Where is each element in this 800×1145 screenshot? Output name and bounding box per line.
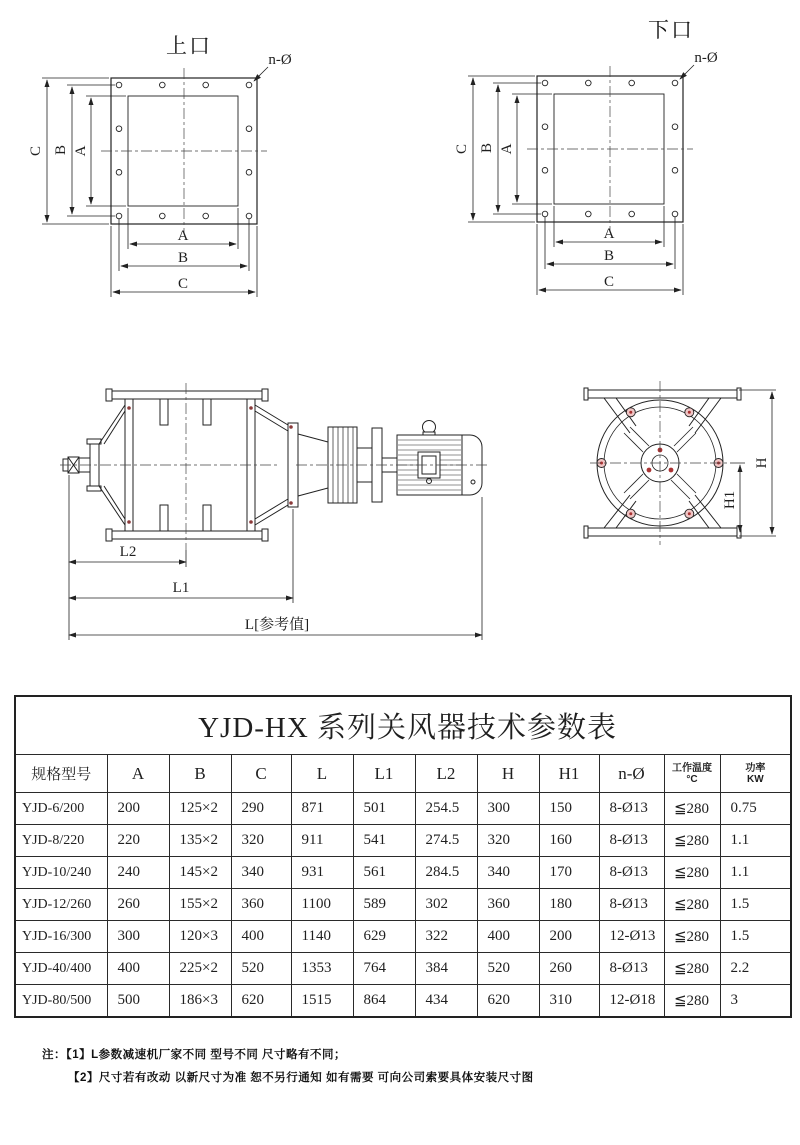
cell: 310 [539, 985, 599, 1018]
cell: 340 [477, 857, 539, 889]
cell: 501 [353, 793, 415, 825]
dim-label-h1: H1 [722, 490, 738, 510]
cell: YJD-16/300 [15, 921, 107, 953]
cell: 220 [107, 825, 169, 857]
cell: 284.5 [415, 857, 477, 889]
cell: 320 [231, 825, 291, 857]
cell: 620 [477, 985, 539, 1018]
cell: 186×3 [169, 985, 231, 1018]
cell: 911 [291, 825, 353, 857]
table-row [15, 857, 791, 889]
cell: 360 [231, 889, 291, 921]
spec-table [14, 695, 792, 1018]
cell: 225×2 [169, 953, 231, 985]
column-header-h: H [477, 755, 539, 793]
cell: 520 [231, 953, 291, 985]
cell: 320 [477, 825, 539, 857]
cell: 864 [353, 985, 415, 1018]
cell: 12-Ø18 [599, 985, 664, 1018]
dim-label-l: L[参考值] [244, 617, 310, 633]
table-row [15, 921, 791, 953]
cell: 300 [477, 793, 539, 825]
column-header-bolts: n-Ø [599, 755, 664, 793]
bottom-port-flange-drawing [440, 18, 750, 318]
top-port-flange-drawing [14, 20, 324, 320]
cell: 340 [231, 857, 291, 889]
dim-label-l1: L1 [172, 580, 190, 596]
dim-label-h: H [754, 457, 770, 469]
cell: 8-Ø13 [599, 953, 664, 985]
side-view-drawing [40, 378, 500, 663]
cell: 0.75 [720, 793, 791, 825]
column-header-h1: H1 [539, 755, 599, 793]
cell: 300 [107, 921, 169, 953]
top-port-title: 上口 [166, 34, 212, 58]
column-header-l: L [291, 755, 353, 793]
cell: 1353 [291, 953, 353, 985]
bottom-port-title: 下口 [648, 18, 694, 42]
cell: 302 [415, 889, 477, 921]
dim-label-l2: L2 [119, 544, 137, 560]
cell: 150 [539, 793, 599, 825]
cell: 360 [477, 889, 539, 921]
cell: 1.1 [720, 825, 791, 857]
cell: 160 [539, 825, 599, 857]
cell: ≦280 [664, 857, 720, 889]
cell: 384 [415, 953, 477, 985]
cell: 589 [353, 889, 415, 921]
column-header-power: 功率 KW [720, 755, 791, 793]
cell: ≦280 [664, 793, 720, 825]
end-view-drawing [570, 373, 785, 573]
cell: 764 [353, 953, 415, 985]
table-row [15, 889, 791, 921]
cell: 931 [291, 857, 353, 889]
column-header-temp: 工作温度 °C [664, 755, 720, 793]
table-title: YJD-HX 系列关风器技术参数表 [15, 696, 791, 755]
cell: 1.5 [720, 921, 791, 953]
cell: 1140 [291, 921, 353, 953]
cell: ≦280 [664, 985, 720, 1018]
cell: ≦280 [664, 953, 720, 985]
cell: 260 [107, 889, 169, 921]
cell: 145×2 [169, 857, 231, 889]
cell: 1100 [291, 889, 353, 921]
cell: 260 [539, 953, 599, 985]
cell: YJD-12/260 [15, 889, 107, 921]
cell: 254.5 [415, 793, 477, 825]
cell: 520 [477, 953, 539, 985]
cell: 400 [231, 921, 291, 953]
cell: 274.5 [415, 825, 477, 857]
cell: 240 [107, 857, 169, 889]
cell: 500 [107, 985, 169, 1018]
cell: ≦280 [664, 921, 720, 953]
cell: 629 [353, 921, 415, 953]
cell: 322 [415, 921, 477, 953]
cell: 155×2 [169, 889, 231, 921]
cell: YJD-80/500 [15, 985, 107, 1018]
cell: 8-Ø13 [599, 857, 664, 889]
cell: 135×2 [169, 825, 231, 857]
column-header-b: B [169, 755, 231, 793]
note-line-2: 【2】尺寸若有改动 以新尺寸为准 恕不另行通知 如有需要 可向公司索要具体安装尺寸图 [68, 1072, 534, 1084]
cell: 120×3 [169, 921, 231, 953]
table-row [15, 953, 791, 985]
table-title-row [15, 696, 791, 755]
column-header-model: 规格型号 [15, 755, 107, 793]
cell: YJD-8/220 [15, 825, 107, 857]
cell: 561 [353, 857, 415, 889]
table-row [15, 793, 791, 825]
cell: 1.5 [720, 889, 791, 921]
cell: 1515 [291, 985, 353, 1018]
column-header-l1: L1 [353, 755, 415, 793]
cell: YJD-10/240 [15, 857, 107, 889]
cell: 125×2 [169, 793, 231, 825]
cell: 290 [231, 793, 291, 825]
table-row [15, 825, 791, 857]
cell: 170 [539, 857, 599, 889]
column-header-c: C [231, 755, 291, 793]
cell: 620 [231, 985, 291, 1018]
cell: 200 [539, 921, 599, 953]
cell: 871 [291, 793, 353, 825]
cell: 200 [107, 793, 169, 825]
cell: YJD-6/200 [15, 793, 107, 825]
column-header-l2: L2 [415, 755, 477, 793]
table-row [15, 985, 791, 1018]
cell: 12-Ø13 [599, 921, 664, 953]
cell: 1.1 [720, 857, 791, 889]
cell: 180 [539, 889, 599, 921]
column-header-a: A [107, 755, 169, 793]
cell: 541 [353, 825, 415, 857]
table-body [15, 793, 791, 1018]
cell: YJD-40/400 [15, 953, 107, 985]
cell: 8-Ø13 [599, 889, 664, 921]
table-header-row [15, 755, 791, 793]
cell: ≦280 [664, 825, 720, 857]
cell: 3 [720, 985, 791, 1018]
cell: 2.2 [720, 953, 791, 985]
cell: 8-Ø13 [599, 793, 664, 825]
cell: 434 [415, 985, 477, 1018]
cell: ≦280 [664, 889, 720, 921]
cell: 8-Ø13 [599, 825, 664, 857]
cell: 400 [107, 953, 169, 985]
cell: 400 [477, 921, 539, 953]
note-line-1: 注：【1】L参数减速机厂家不同 型号不同 尺寸略有不同； [42, 1049, 347, 1061]
